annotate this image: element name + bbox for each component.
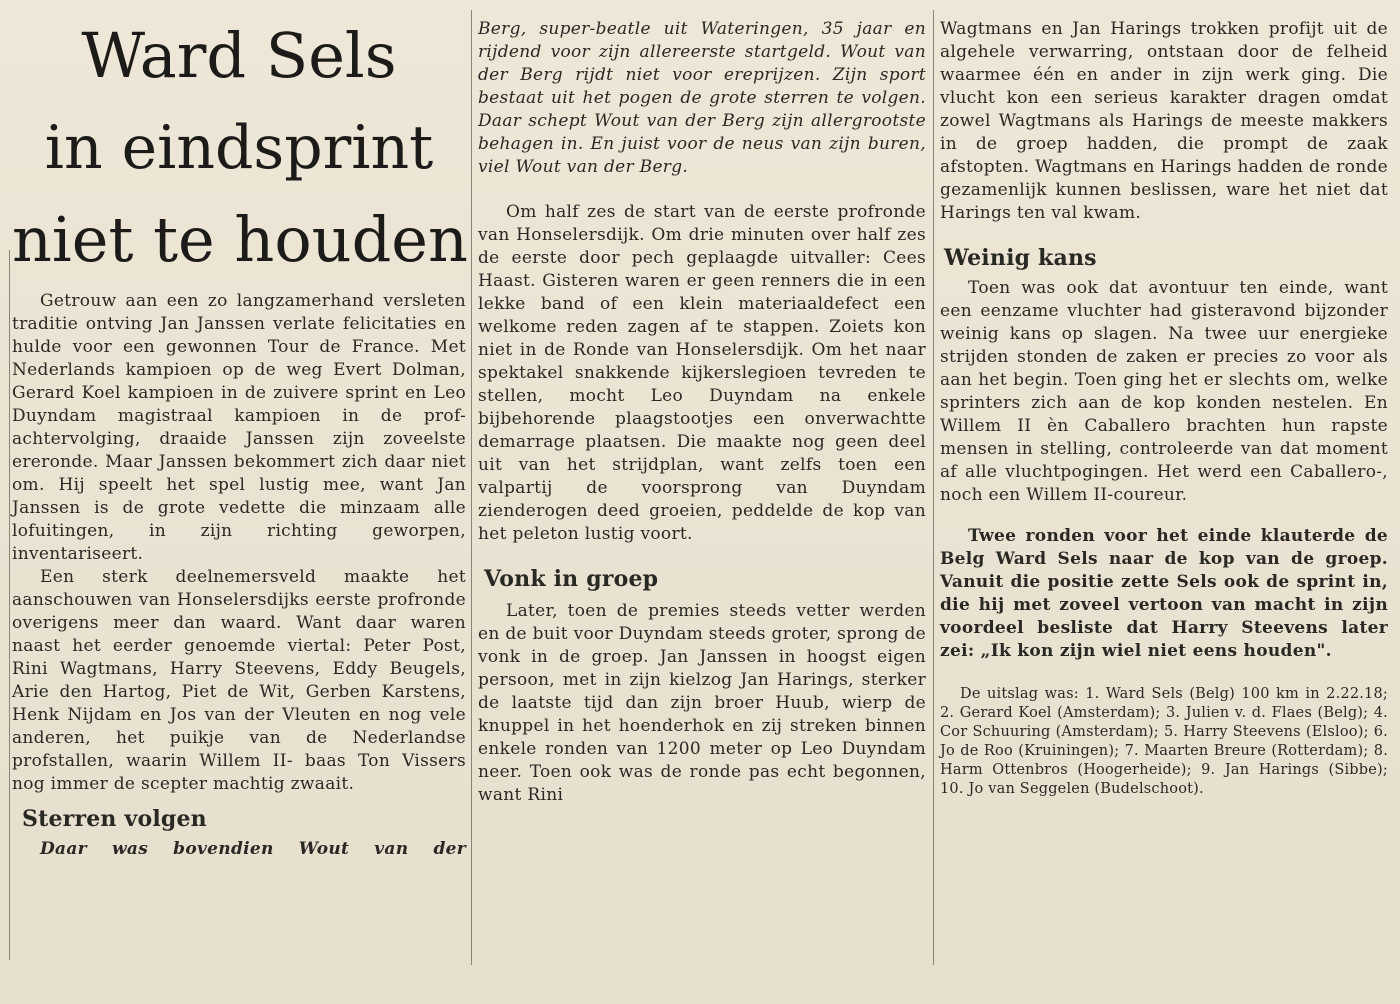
paragraph: Toen was ook dat avontuur ten einde, want een eenzame vluchter had gisteravond bijzonder weinig kans op slagen. Na twee uur energieke strijden stonden de zaken er precies zo voor als aan het begin. Toen ging het er slechts om, welke sprinters zich aan de kop konden nestelen. En Willem II èn Caballero brachten hun rapste mensen in stelling, controleerde van dat moment af alle vluchtpogingen. Het werd een Caballero-, noch een Willem II-coureur. bbox=[940, 278, 1388, 505]
subheading: Vonk in groep bbox=[484, 566, 659, 592]
subheading: Weinig kans bbox=[944, 245, 1097, 271]
column-rule-left bbox=[9, 250, 10, 960]
headline-line-2: in eindsprint bbox=[44, 113, 434, 183]
paragraph: Een sterk deelnemersveld maakte het aanschouwen van Honselersdijks eerste profronde overigens meer dan waard. Want daar waren naast het eerder genoemde viertal: Peter Post, Rini Wagtmans, Harry Steevens, Eddy Beugels, Arie den Hartog, Piet de Wit, Gerben Karstens, Henk Nijdam en Jos van der Vleuten en nog vele anderen, het puikje van de Nederlandse profstallen, waarin Willem II- baas Ton Vissers nog immer de scepter machtig zwaait. bbox=[12, 567, 466, 794]
bold-paragraph: Twee ronden voor het einde klauterde de Belg Ward Sels naar de kop van de groep. Vanuit die positie zette Sels ook de sprint in, die hij met zoveel vertoon van macht in zijn voordeel besliste dat Harry Steevens later zei: „Ik kon zijn wiel niet eens houden". bbox=[940, 526, 1388, 661]
column-rule-2 bbox=[933, 10, 934, 965]
article-column-2 bbox=[478, 0, 926, 807]
subheading: Sterren volgen bbox=[22, 806, 207, 832]
headline-line-3: niet te houden bbox=[12, 203, 468, 276]
article-column-3 bbox=[940, 0, 1388, 799]
paragraph: Later, toen de premies steeds vetter werden en de buit voor Duyndam steeds groter, sprong de vonk in de groep. Jan Janssen in hoogst eigen persoon, met in zijn kielzog Jan Harings, sterker de laatste tijd dan zijn broer Huub, wierp de knuppel in het hoenderhok en zij streken binnen enkele ronden van 1200 meter op Leo Duyndam neer. Toen ook was de ronde pas echt begonnen, want Rini bbox=[478, 601, 926, 805]
intro-paragraph: Berg, super-beatle uit Wateringen, 35 jaar en rijdend voor zijn allereerste startgeld. Wout van der Berg rijdt niet voor ereprijzen. Zijn sport bestaat uit het pogen de grote sterren te volgen. Daar schept Wout van der Berg zijn allergrootste behagen in. En juist voor de neus van zijn buren, viel Wout van der Berg. bbox=[478, 19, 926, 177]
column-rule-1 bbox=[471, 10, 472, 965]
results-paragraph: De uitslag was: 1. Ward Sels (Belg) 100 km in 2.22.18; 2. Gerard Koel (Amsterdam); 3. Julien v. d. Flaes (Belg); 4. Cor Schuuring (Amsterdam); 5. Harry Steevens (Elsloo); 6. Jo de Roo (Kruiningen); 7. Maarten Breure (Rotterdam); 8. Harm Ottenbros (Hoogerheide); 9. Jan Harings (Sibbe); 10. Jo van Seggelen (Budelschoot). bbox=[940, 686, 1388, 797]
headline bbox=[12, 10, 466, 278]
paragraph: Wagtmans en Jan Harings trokken profijt uit de algehele verwarring, ontstaan door de felheid waarmee één en ander in zijn werk ging. Die vlucht kon een serieus karakter dragen omdat zowel Wagtmans als Harings de meeste makkers in de groep hadden, die prompt de zaak afstopten. Wagtmans en Harings hadden de ronde gezamenlijk kunnen beslissen, ware het niet dat Harings ten val kwam. bbox=[940, 19, 1388, 223]
article-column-1 bbox=[12, 0, 466, 861]
paragraph: Getrouw aan een zo langzamerhand versleten traditie ontving Jan Janssen verlate felicitaties en hulde voor een gewonnen Tour de France. Met Nederlands kampioen op de weg Evert Dolman, Gerard Koel kampioen in de zuivere sprint en Leo Duyndam magistraal kampioen in de prof-achtervolging, draaide Janssen zijn zoveelste ereronde. Maar Janssen bekommert zich daar niet om. Hij speelt het spel lustig mee, want Jan Janssen is de grote vedette die minzaam alle lofuitingen, in zijn richting geworpen, inventariseert. bbox=[12, 291, 466, 564]
headline-line-1: Ward Sels bbox=[81, 19, 397, 92]
paragraph: Daar was bovendien Wout van der bbox=[40, 839, 466, 859]
paragraph: Om half zes de start van de eerste profronde van Honselersdijk. Om drie minuten over half zes de eerste door pech geplaagde uitvaller: Cees Haast. Gisteren waren er geen renners die in een lekke band of een klein materiaaldefect een welkome reden zagen af te stappen. Zoiets kon niet in de Ronde van Honselersdijk. Om het naar spektakel snakkende kijkerslegioen tevreden te stellen, mocht Leo Duyndam na enkele bijbehorende plaagstootjes een onverwachtte demarrage plaatsen. Die maakte nog geen deel uit van het strijdplan, want zelfs toen een valpartij de voorsprong van Duyndam zienderogen deed groeien, peddelde de kop van het peleton lustig voort. bbox=[478, 202, 926, 544]
